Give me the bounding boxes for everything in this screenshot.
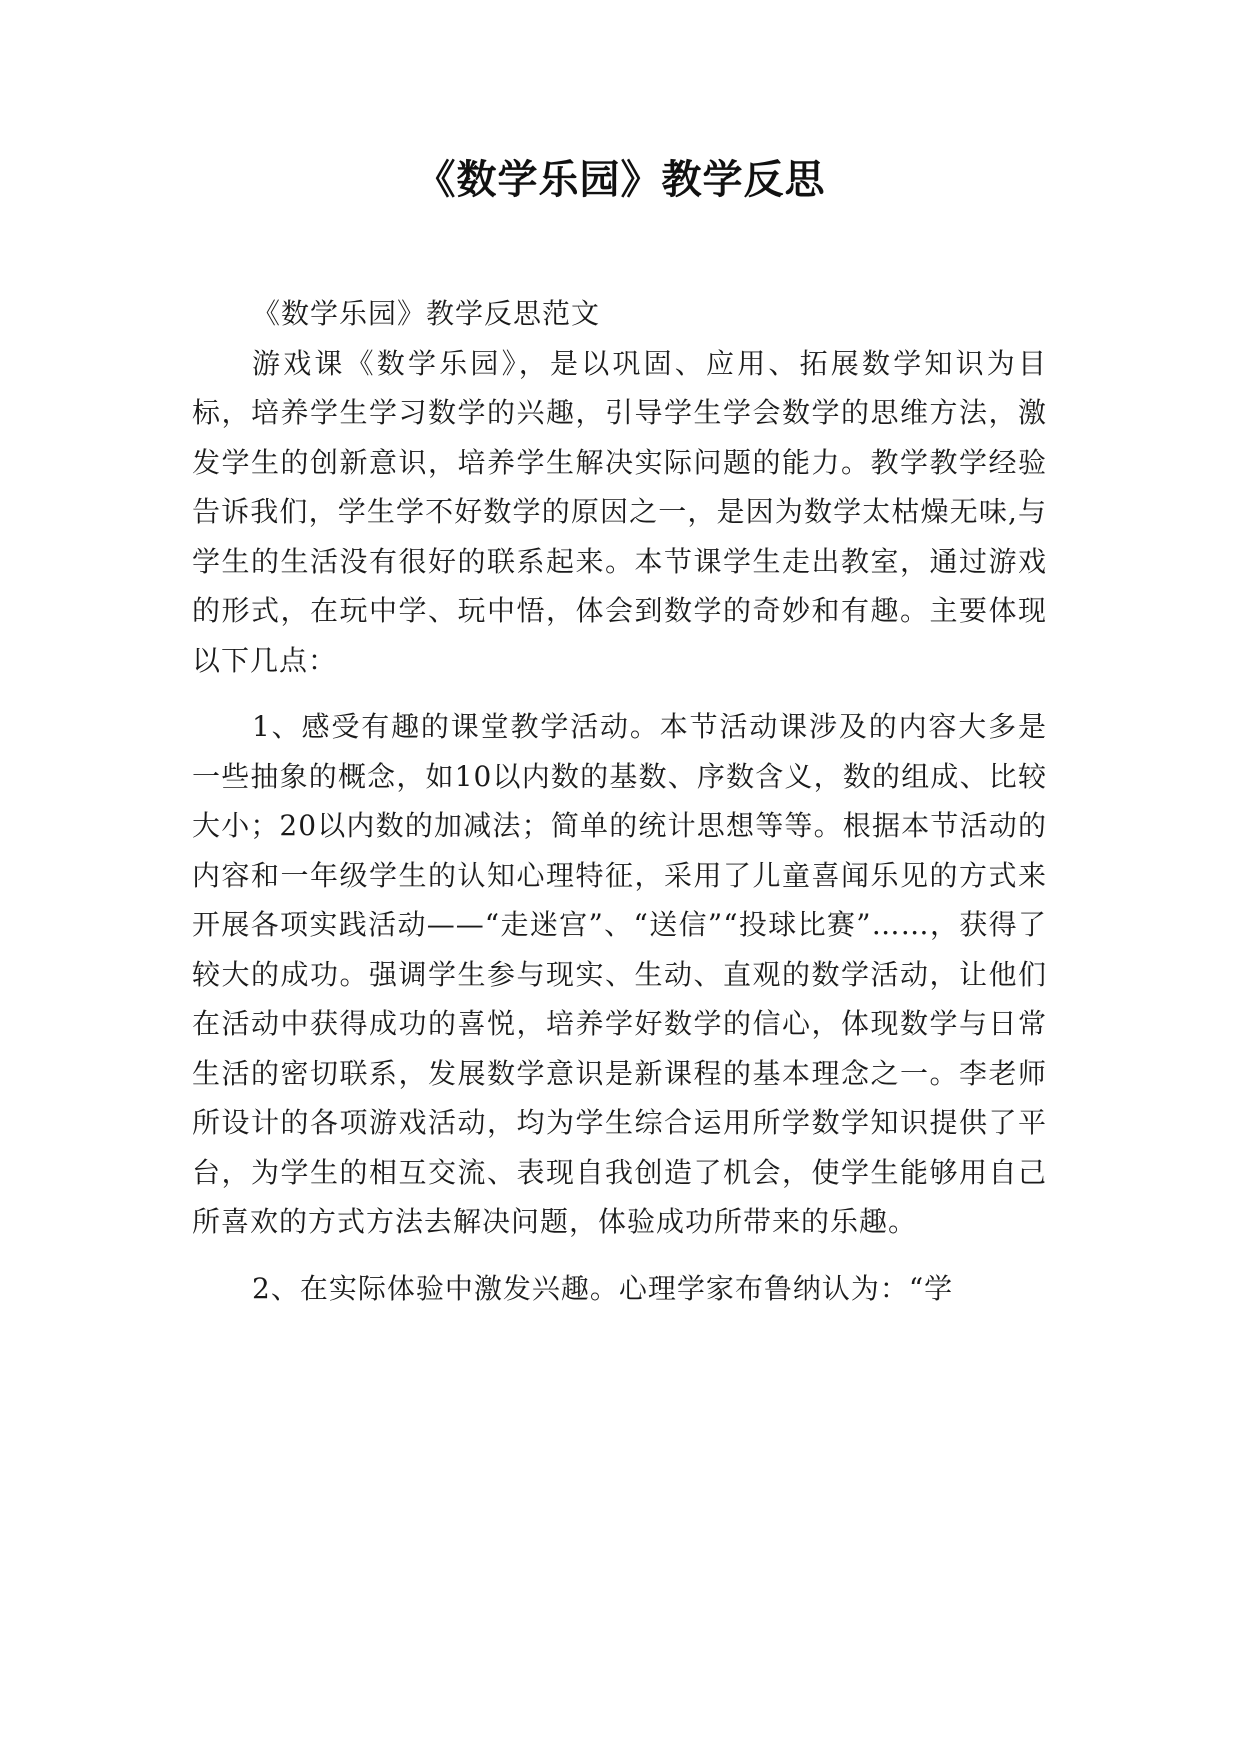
document-body <box>192 289 1047 1313</box>
paragraph-intro: 游戏课《数学乐园》，是以巩固、应用、拓展数学知识为目标，培养学生学习数学的兴趣，引导学生学会数学的思维方法，激发学生的创新意识，培养学生解决实际问题的能力。教学教学经验告诉我们，学生学不好数学的原因之一，是因为数学太枯燥无味,与学生的生活没有很好的联系起来。本节课学生走出教室，通过游戏的形式，在玩中学、玩中悟，体会到数学的奇妙和有趣。主要体现以下几点： <box>192 346 1047 677</box>
paragraph-point-2: 2、在实际体验中激发兴趣。心理学家布鲁纳认为：“学 <box>252 1271 954 1305</box>
document-subtitle: 《数学乐园》教学反思范文 <box>252 297 601 330</box>
paragraph-point-1: 1、感受有趣的课堂教学活动。本节活动课涉及的内容大多是一些抽象的概念，如10以内数的基数、序数含义，数的组成、比较大小；20以内数的加减法；简单的统计思想等等。根据本节活动的内容和一年级学生的认知心理特征，采用了儿童喜闻乐见的方式来开展各项实践活动——“走迷宫”、“送信”“投球比赛”……，获得了较大的成功。强调学生参与现实、生动、直观的数学活动，让他们在活动中获得成功的喜悦，培养学好数学的信心，体现数学与日常生活的密切联系，发展数学意识是新课程的基本理念之一。李老师所设计的各项游戏活动，均为学生综合运用所学数学知识提供了平台，为学生的相互交流、表现自我创造了机会，使学生能够用自己所喜欢的方式方法去解决问题，体验成功所带来的乐趣。 <box>192 710 1047 1238</box>
document-title: 《数学乐园》教学反思 <box>415 157 826 203</box>
